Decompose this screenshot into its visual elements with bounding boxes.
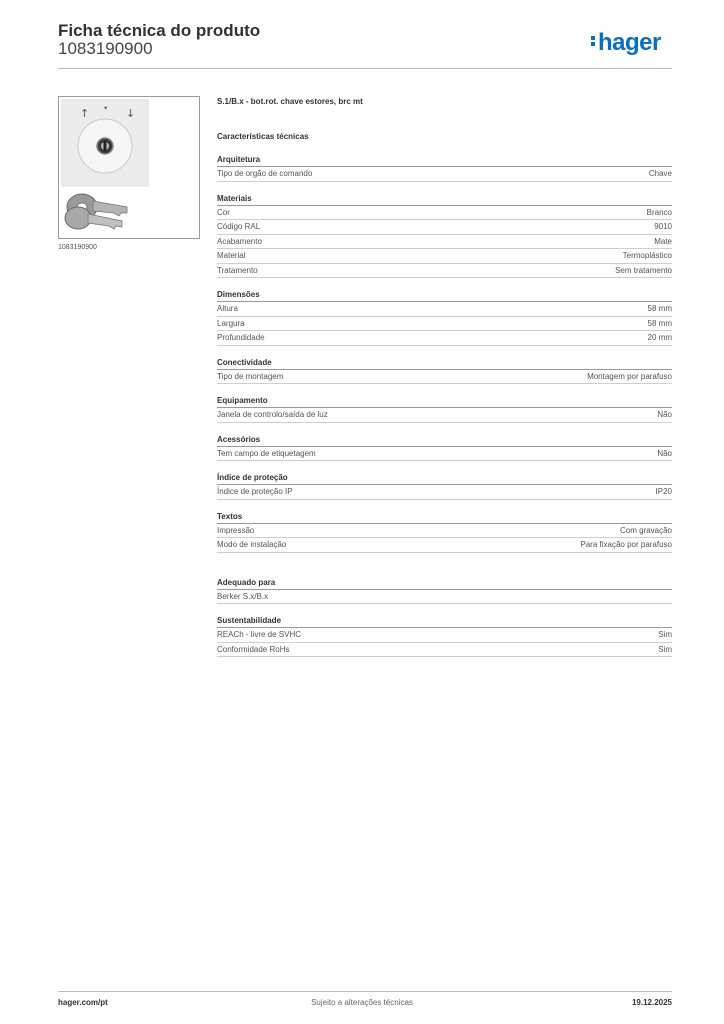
page-title: Ficha técnica do produto [58, 21, 261, 40]
footer-notice: Sujeito a alterações técnicas [311, 998, 413, 1007]
spec-value: Sem tratamento [615, 265, 672, 275]
section-title: Índice de proteção [217, 471, 672, 485]
spec-label: Conformidade RoHs [217, 644, 290, 654]
spec-label: Material [217, 251, 246, 260]
spec-row [217, 485, 672, 500]
footer-divider [58, 991, 672, 992]
spec-value: Sim [658, 644, 672, 654]
section-dimensoes [217, 288, 672, 346]
spec-label: Impressão [217, 525, 255, 535]
section-title: Adequado para [217, 576, 672, 590]
spec-row [217, 264, 672, 279]
spec-value: Termoplástico [622, 251, 672, 260]
spec-label: Tipo de orgão de comando [217, 169, 313, 178]
spec-value: 58 mm [647, 304, 672, 313]
product-title: S.1/B.x - bot.rot. chave estores, brc mt [217, 97, 363, 106]
section-sustentabilidade [217, 614, 672, 657]
spec-label: Tratamento [217, 265, 258, 275]
section-equipamento [217, 394, 672, 423]
section-conectividade [217, 356, 672, 385]
spec-row [217, 220, 672, 235]
spec-value: Não [657, 448, 672, 458]
spec-value: Sim [658, 630, 672, 639]
spec-value: Chave [648, 169, 672, 178]
spec-value: Branco [646, 207, 672, 217]
spec-value: Para fixação por parafuso [580, 540, 672, 549]
spec-value: Não [657, 410, 672, 419]
spec-row [217, 590, 672, 605]
spec-label: Acabamento [217, 236, 262, 246]
spec-label: Tem campo de etiquetagem [217, 448, 316, 458]
section-title: Equipamento [217, 394, 672, 408]
section-title: Dimensões [217, 288, 672, 302]
arrow-down-icon: ↓ [126, 107, 136, 120]
section-title: Materiais [217, 192, 672, 206]
product-code: 1083190900 [58, 39, 153, 58]
header-divider [58, 68, 672, 69]
section-adequado-para [217, 576, 672, 605]
image-caption: 1083190900 [58, 244, 97, 251]
logo-dots-icon [591, 34, 596, 48]
spec-row [217, 302, 672, 317]
spec-row [217, 628, 672, 643]
spec-label: Código RAL [217, 222, 261, 231]
section-title: Textos [217, 510, 672, 524]
spec-row [217, 643, 672, 658]
spec-value: Mate [654, 236, 672, 246]
spec-value: 58 mm [647, 318, 672, 328]
spec-value: Montagem por parafuso [587, 371, 672, 381]
spec-label: Berker S.x/B.x [217, 591, 269, 601]
spec-row [217, 524, 672, 539]
spec-row [217, 331, 672, 346]
hager-logo[interactable] [591, 29, 661, 57]
keys-icon [65, 194, 127, 229]
section-title: Sustentabilidade [217, 614, 672, 628]
section-title: Arquitetura [217, 153, 672, 167]
section-acessorios [217, 433, 672, 462]
logo-text: hager [598, 29, 661, 56]
spec-label: Largura [217, 318, 245, 328]
product-image [59, 97, 199, 238]
section-materiais [217, 192, 672, 279]
spec-row [217, 538, 672, 553]
section-title: Acessórios [217, 433, 672, 447]
spec-row [217, 408, 672, 423]
spec-label: Tipo de montagem [217, 371, 284, 381]
spec-row [217, 206, 672, 221]
section-arquitetura [217, 153, 672, 182]
spec-value: Com gravação [619, 525, 672, 535]
section-title: Conectividade [217, 356, 672, 370]
dot-marker-icon: • [103, 104, 109, 114]
spec-row [217, 167, 672, 182]
spec-label: REACh - livre de SVHC [217, 630, 302, 639]
spec-label: Modo de instalação [217, 540, 287, 549]
spec-value: 9010 [654, 222, 672, 231]
spec-value: 20 mm [647, 333, 672, 342]
product-image-frame [58, 96, 200, 239]
spec-row [217, 235, 672, 250]
spec-row [217, 447, 672, 462]
section-indice-protecao [217, 471, 672, 500]
spec-value: IP20 [655, 487, 672, 496]
arrow-up-icon: ↑ [80, 107, 90, 120]
section-textos [217, 510, 672, 553]
specs-heading: Características técnicas [217, 132, 309, 141]
spec-label: Índice de proteção IP [217, 487, 293, 496]
spec-label: Janela de controlo/saída de luz [217, 410, 328, 419]
spec-content [217, 95, 672, 657]
spec-label: Cor [217, 207, 230, 217]
footer-date: 19.12.2025 [631, 998, 672, 1007]
spec-row [217, 249, 672, 264]
spec-row [217, 317, 672, 332]
spec-label: Profundidade [217, 333, 265, 342]
spec-label: Altura [217, 304, 238, 313]
spec-row [217, 370, 672, 385]
footer-website-link[interactable]: hager.com/pt [58, 998, 108, 1007]
